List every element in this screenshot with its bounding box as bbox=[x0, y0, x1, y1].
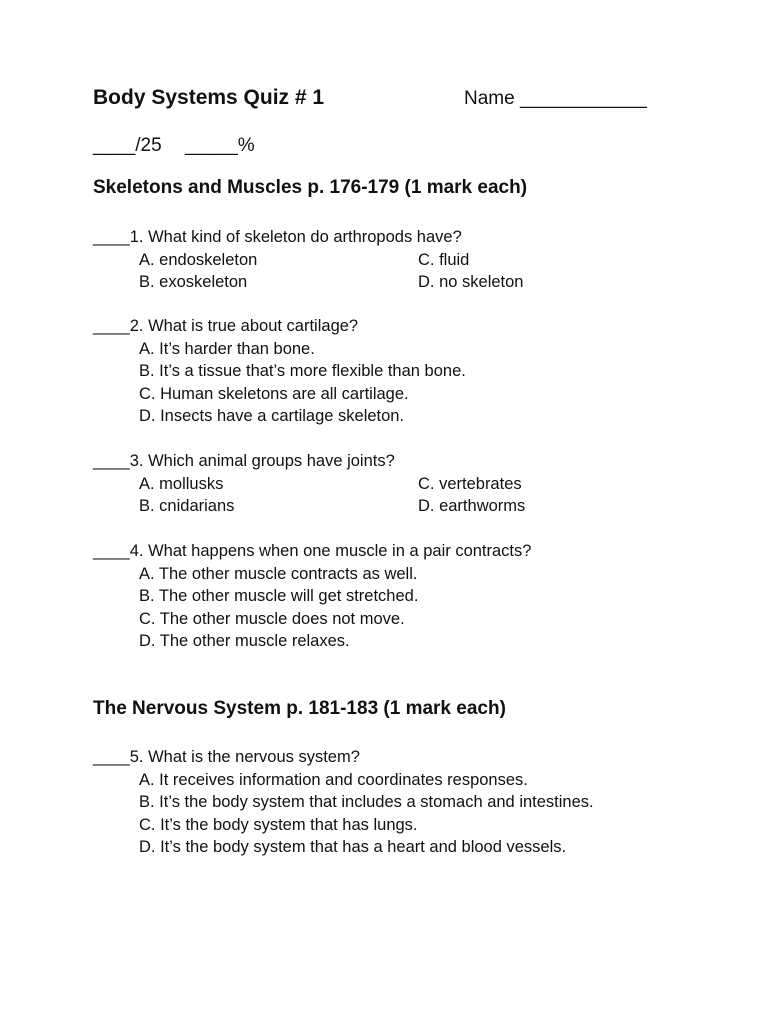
answer-blank: ____ bbox=[93, 542, 130, 560]
option-d: D. The other muscle relaxes. bbox=[139, 632, 350, 650]
option-d: D. It’s the body system that has a heart and blood vessels. bbox=[139, 838, 567, 856]
option-b: B. It’s the body system that includes a stomach and intestines. bbox=[139, 793, 594, 811]
quiz-title: Body Systems Quiz # 1 bbox=[93, 86, 325, 109]
question-2 bbox=[93, 315, 713, 428]
question-3 bbox=[93, 450, 713, 518]
option-a: A. The other muscle contracts as well. bbox=[139, 564, 418, 583]
question-text: 4. What happens when one muscle in a pair contracts? bbox=[129, 542, 532, 560]
score-row bbox=[93, 135, 255, 157]
option-b: B. The other muscle will get stretched. bbox=[139, 587, 419, 605]
score-percent: _____% bbox=[184, 135, 255, 156]
title-row bbox=[93, 86, 693, 116]
question-prompt bbox=[93, 226, 713, 249]
options-list bbox=[93, 769, 713, 859]
name-field: Name ____________ bbox=[464, 88, 647, 109]
option-c: C. The other muscle does not move. bbox=[139, 609, 405, 628]
section-heading-nervous-system: The Nervous System p. 181-183 (1 mark each) bbox=[93, 698, 506, 719]
option-a: A. It’s harder than bone. bbox=[139, 339, 315, 358]
score-out-of: ____/25 bbox=[93, 135, 162, 156]
question-text: 2. What is true about cartilage? bbox=[129, 317, 359, 335]
options-list bbox=[93, 338, 713, 428]
option-d: D. no skeleton bbox=[418, 273, 524, 291]
options-list bbox=[93, 249, 713, 294]
section-heading-skeletons: Skeletons and Muscles p. 176-179 (1 mark each) bbox=[93, 177, 528, 198]
option-c: C. Human skeletons are all cartilage. bbox=[139, 384, 409, 403]
option-d: D. Insects have a cartilage skeleton. bbox=[139, 407, 405, 425]
option-d: D. earthworms bbox=[418, 497, 526, 515]
question-1 bbox=[93, 226, 713, 294]
option-a: A. It receives information and coordinates responses. bbox=[139, 770, 528, 789]
question-prompt bbox=[93, 450, 713, 473]
option-a: A. endoskeleton bbox=[139, 250, 258, 269]
question-prompt bbox=[93, 315, 713, 338]
question-4 bbox=[93, 540, 713, 653]
option-b: B. cnidarians bbox=[139, 497, 235, 515]
question-prompt bbox=[93, 540, 713, 563]
answer-blank: ____ bbox=[93, 452, 130, 470]
answer-blank: ____ bbox=[93, 748, 130, 766]
options-list bbox=[93, 563, 713, 653]
question-prompt bbox=[93, 746, 713, 769]
option-b: B. It’s a tissue that’s more flexible than bone. bbox=[139, 362, 466, 380]
option-c: C. vertebrates bbox=[418, 474, 522, 493]
answer-blank: ____ bbox=[93, 317, 130, 335]
option-c: C. fluid bbox=[418, 250, 470, 269]
option-a: A. mollusks bbox=[139, 474, 224, 493]
option-b: B. exoskeleton bbox=[139, 273, 248, 291]
question-text: 1. What kind of skeleton do arthropods have? bbox=[129, 228, 462, 246]
options-list bbox=[93, 473, 713, 518]
question-text: 5. What is the nervous system? bbox=[129, 748, 360, 766]
question-text: 3. Which animal groups have joints? bbox=[129, 452, 395, 470]
option-c: C. It’s the body system that has lungs. bbox=[139, 815, 418, 834]
answer-blank: ____ bbox=[93, 228, 130, 246]
question-5 bbox=[93, 746, 713, 859]
